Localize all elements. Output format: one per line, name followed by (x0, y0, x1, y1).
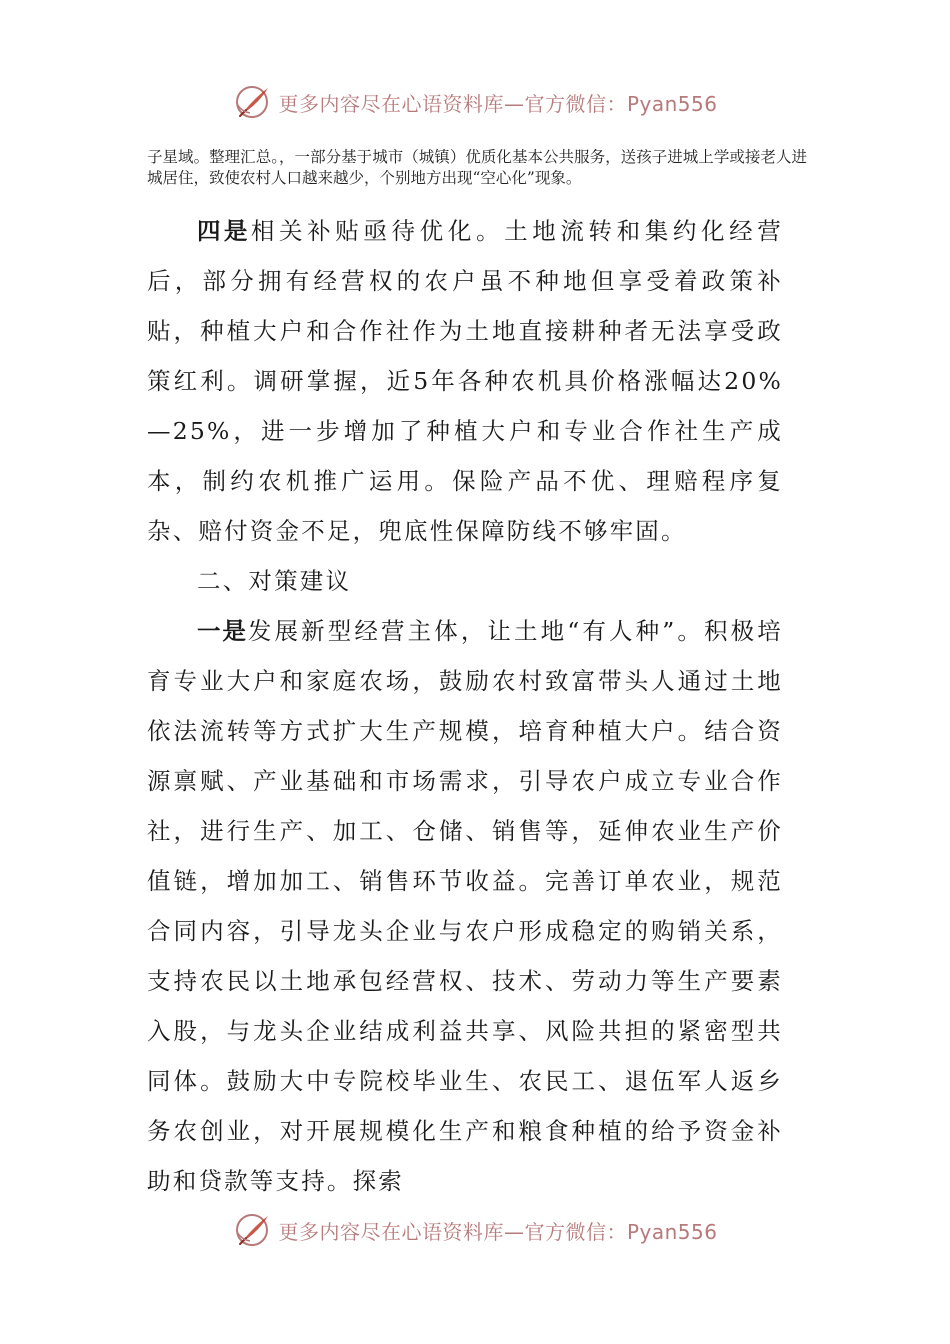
quill-pen-icon (232, 82, 272, 122)
banner-text: 更多内容尽在心语资料库—官方微信：Pyan556 (278, 1219, 718, 1244)
footer-banner (0, 1208, 950, 1252)
paragraph-subsidy (147, 206, 783, 556)
section-heading: 二、对策建议 (197, 567, 352, 595)
header-banner (0, 80, 950, 124)
paragraph-lead: 四是 (197, 217, 251, 245)
paragraph-text: 相关补贴亟待优化。土地流转和集约化经营后，部分拥有经营权的农户虽不种地但享受着政策补贴，种植大户和合作社作为土地直接耕种者无法享受政策红利。调研掌握，近5年各种农机具价格涨幅达20%—25%，进一步增加了种植大户和专业合作社生产成本，制约农机推广运用。保险产品不优、理赔程序复杂、赔付资金不足，兜底性保障防线不够牢固。 (147, 217, 783, 545)
banner-text: 更多内容尽在心语资料库—官方微信：Pyan556 (278, 91, 718, 116)
paragraph-new-operators (147, 606, 783, 1206)
continued-text-fragment: 子星域。整理汇总。，一部分基于城市（城镇）优质化基本公共服务，送孩子进城上学或接老人进城居住，致使农村人口越来越少，个别地方出现“空心化”现象。 (147, 148, 807, 187)
quill-pen-icon (232, 1210, 272, 1250)
paragraph-text: 发展新型经营主体，让土地“有人种”。积极培育专业大户和家庭农场，鼓励农村致富带头人通过土地依法流转等方式扩大生产规模，培育种植大户。结合资源禀赋、产业基础和市场需求，引导农户成立专业合作社，进行生产、加工、仓储、销售等，延伸农业生产价值链，增加加工、销售环节收益。完善订单农业，规范合同内容，引导龙头企业与农户形成稳定的购销关系，支持农民以土地承包经营权、技术、劳动力等生产要素入股，与龙头企业结成利益共享、风险共担的紧密型共同体。鼓励大中专院校毕业生、农民工、退伍军人返乡务农创业，对开展规模化生产和粮食种植的给予资金补助和贷款等支持。探索 (147, 617, 783, 1195)
paragraph-lead: 一是 (197, 617, 248, 645)
document-body (147, 206, 783, 1206)
